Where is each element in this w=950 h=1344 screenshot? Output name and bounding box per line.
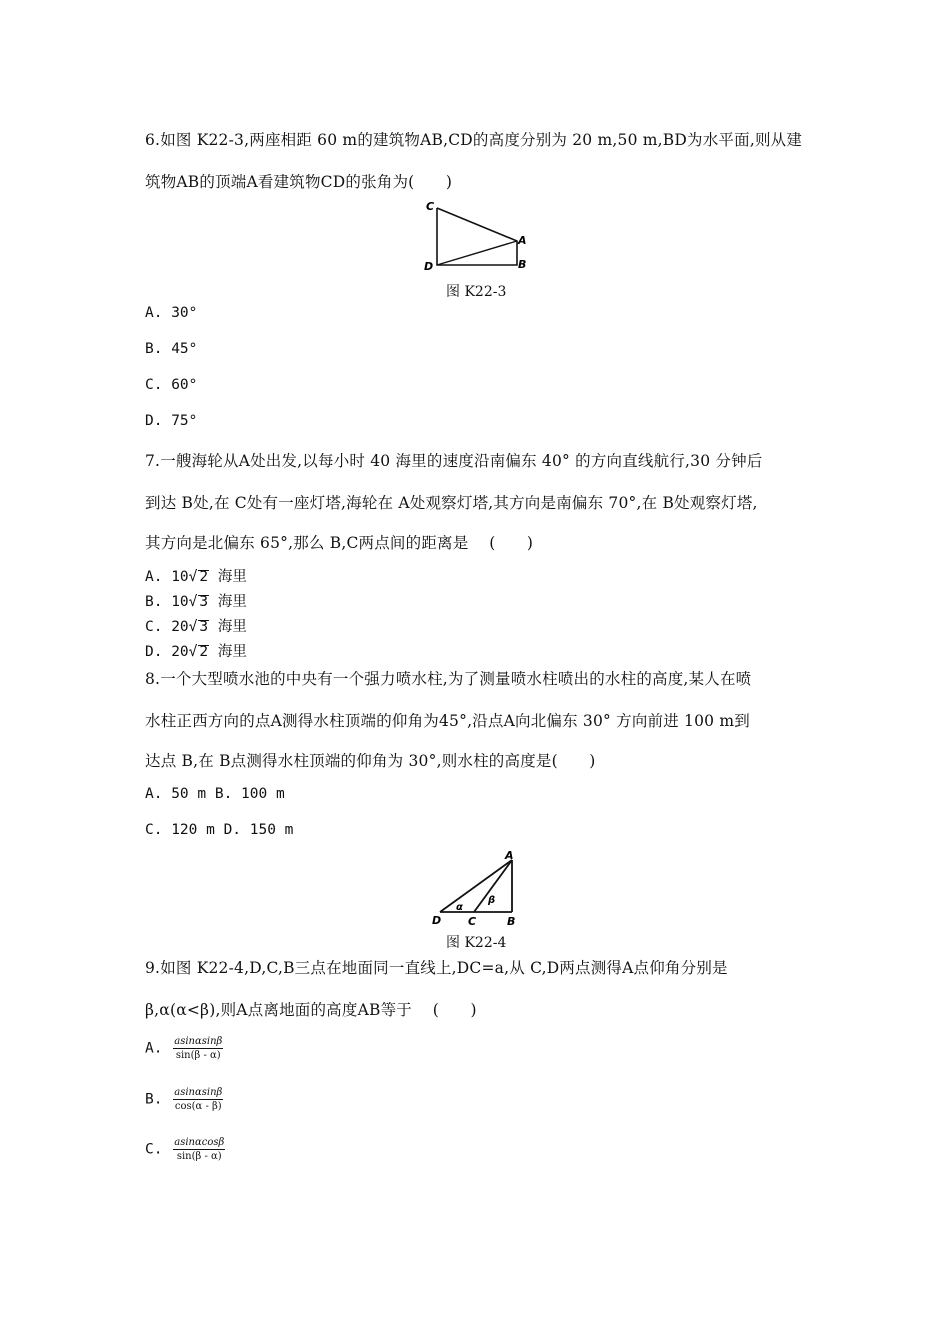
q6-line-1: 6.如图 K22-3,两座相距 60 m的建筑物AB,CD的高度分别为 20 m,50 m,BD为水平面,则从建: [145, 131, 803, 149]
q6-option-b: B. 45°: [145, 341, 198, 357]
q7-line-3: 其方向是北偏东 65°,那么 B,C两点间的距离是 ( ): [145, 534, 534, 552]
fig4-line-da: [440, 860, 512, 912]
fig4-label-b: B: [507, 915, 516, 928]
fig4-label-alpha: α: [456, 902, 463, 913]
q7-line-1: 7.一艘海轮从A处出发,以每小时 40 海里的速度沿南偏东 40° 的方向直线航行,30 分钟后: [145, 452, 763, 470]
q7-option-c: [145, 615, 247, 636]
fig4-label-c: C: [468, 915, 477, 928]
q8-options-row-2: C. 120 m D. 150 m: [145, 822, 294, 838]
sqrt-icon: √: [188, 569, 198, 585]
q9-line-1: 9.如图 K22-4,D,C,B三点在地面同一直线上,DC=a,从 C,D两点测得A点仰角分别是: [145, 959, 728, 977]
q8-line-3: 达点 B,在 B点测得水柱顶端的仰角为 30°,则水柱的高度是( ): [145, 752, 596, 770]
figure-k22-3: [420, 198, 530, 274]
q7-option-c-prefix: C. 20: [145, 619, 189, 635]
q7-option-b-prefix: B. 10: [145, 594, 189, 610]
figure-k22-4: [430, 848, 522, 928]
q8-line-2: 水柱正西方向的点A测得水柱顶端的仰角为45°,沿点A向北偏东 30° 方向前进 100 m到: [145, 712, 750, 730]
q8-line-1: 8.一个大型喷水池的中央有一个强力喷水柱,为了测量喷水柱喷出的水柱的高度,某人在喷: [145, 670, 752, 688]
q9-option-a-denominator: sin(β - α): [175, 1050, 221, 1061]
q6-option-c: C. 60°: [145, 377, 198, 393]
q9-option-c-denominator: sin(β - α): [176, 1151, 222, 1162]
fig3-label-c: C: [426, 200, 435, 213]
q7-option-a-radicand: 2: [199, 569, 209, 585]
q7-option-b-unit: 海里: [209, 594, 247, 610]
q9-option-a-numerator: asinαsinβ: [174, 1036, 223, 1047]
q7-option-a: [145, 565, 247, 586]
q6-option-a: A. 30°: [145, 305, 198, 321]
sqrt-icon: √: [188, 594, 198, 610]
q9-option-c-label: C.: [145, 1141, 163, 1158]
q7-option-d-radicand: 2: [199, 644, 209, 660]
q8-options-row-1: A. 50 m B. 100 m: [145, 786, 285, 802]
fig3-label-d: D: [424, 260, 434, 273]
q9-option-c: [145, 1137, 225, 1162]
q7-option-c-unit: 海里: [209, 619, 247, 635]
q9-option-c-numerator: asinαcosβ: [174, 1137, 225, 1148]
figure-k22-3-caption: 图 K22-3: [446, 284, 507, 300]
q7-option-d: [145, 640, 247, 661]
fig3-label-b: B: [518, 258, 527, 271]
q7-option-d-unit: 海里: [209, 644, 247, 660]
q9-option-a: [145, 1036, 223, 1061]
q6-line-2: 筑物AB的顶端A看建筑物CD的张角为( ): [145, 173, 453, 191]
q9-option-b: [145, 1087, 223, 1112]
q9-option-b-denominator: cos(α - β): [174, 1101, 222, 1112]
fig4-label-beta: β: [488, 895, 496, 906]
q7-option-a-unit: 海里: [209, 569, 247, 585]
q6-option-d: D. 75°: [145, 413, 198, 429]
q9-option-b-numerator: asinαsinβ: [174, 1087, 223, 1098]
q9-line-2: β,α(α<β),则A点离地面的高度AB等于 ( ): [145, 1001, 477, 1019]
fig3-lines: [437, 208, 517, 265]
figure-k22-4-caption: 图 K22-4: [446, 935, 507, 951]
q7-option-b: [145, 590, 247, 611]
fig4-label-d: D: [432, 914, 442, 927]
sqrt-icon: √: [188, 619, 198, 635]
q7-option-c-radicand: 3: [199, 619, 209, 635]
fig3-label-a: A: [518, 234, 527, 247]
q7-option-d-prefix: D. 20: [145, 644, 189, 660]
q7-option-a-prefix: A. 10: [145, 569, 189, 585]
sqrt-icon: √: [188, 644, 198, 660]
q7-option-b-radicand: 3: [199, 594, 209, 610]
fig4-label-a: A: [505, 849, 514, 862]
fig3-diagonal: [437, 241, 517, 265]
q9-option-a-label: A.: [145, 1040, 163, 1057]
q9-option-b-label: B.: [145, 1091, 163, 1108]
q7-line-2: 到达 B处,在 C处有一座灯塔,海轮在 A处观察灯塔,其方向是南偏东 70°,在 B处观察灯塔,: [145, 494, 758, 512]
